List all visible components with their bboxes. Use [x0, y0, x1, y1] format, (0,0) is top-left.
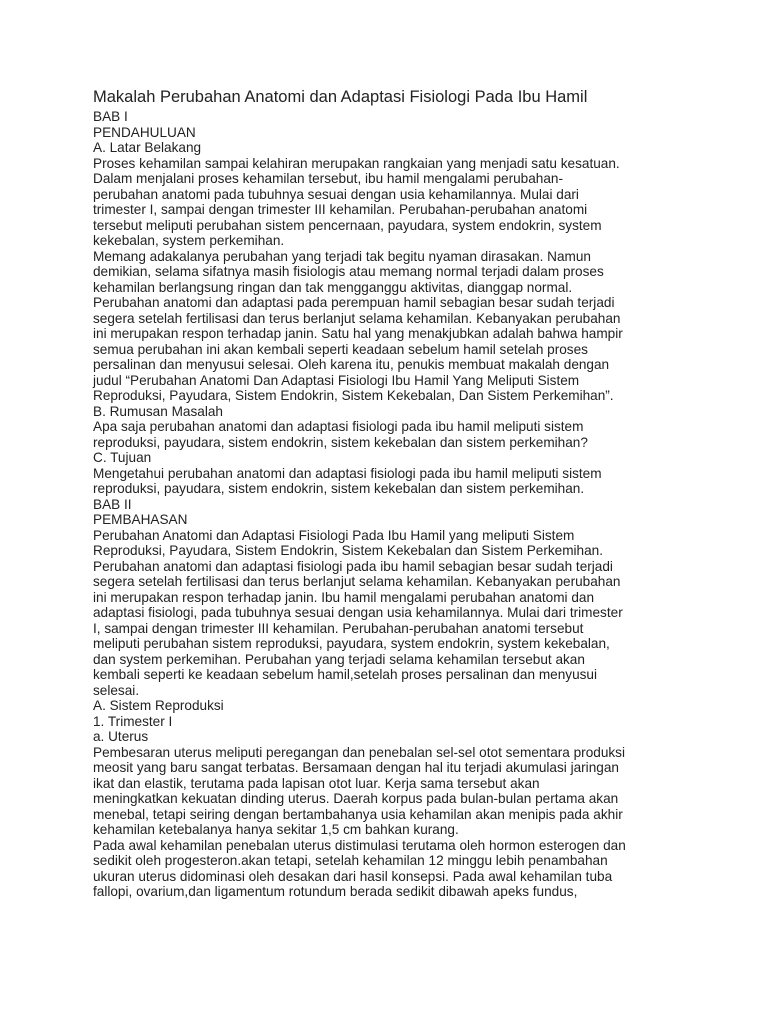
document-page	[93, 85, 718, 900]
document-title: Makalah Perubahan Anatomi dan Adaptasi Fisiologi Pada Ibu Hamil	[93, 88, 588, 106]
text-line: adaptasi fisiologi, pada tubuhnya sesuai dengan usia kehamilannya. Mulai dari trimester	[93, 605, 623, 620]
text-line: ini merupakan respon terhadap janin. Satu hal yang menakjubkan adalah bahwa hampir	[93, 326, 623, 341]
text-line: judul “Perubahan Anatomi Dan Adaptasi Fisiologi Ibu Hamil Yang Meliputi Sistem	[93, 372, 580, 388]
text-line: ikat dan elastik, terutama pada lapisan otot luar. Kerja sama tersebut akan	[93, 775, 540, 791]
text-line: demikian, selama sifatnya masih fisiologis atau memang normal terjadi dalam proses	[93, 264, 604, 279]
text-line: I, sampai dengan trimester III kehamilan. Perubahan-perubahan anatomi tersebut	[93, 620, 584, 636]
text-line: Reproduksi, Payudara, Sistem Endokrin, Sistem Kekebalan dan Sistem Perkemihan.	[93, 543, 604, 558]
text-line: Reproduksi, Payudara, Sistem Endokrin, Sistem Kekebalan, Dan Sistem Perkemihan”.	[93, 388, 614, 403]
text-line: tersebut meliputi perubahan sistem pencernaan, payudara, system endokrin, system	[93, 217, 602, 233]
text-line: B. Rumusan Masalah	[93, 403, 223, 419]
text-line: meosit yang baru sangat terbatas. Bersamaan dengan hal itu terjadi akumulasi jaringan	[93, 760, 619, 775]
text-line: ukuran uterus didominasi oleh desakan dari hasil konsepsi. Pada awal kehamilan tuba	[93, 868, 613, 884]
text-line: Memang adakalanya perubahan yang terjadi tak begitu nyaman dirasakan. Namun	[93, 248, 591, 264]
text-line: Pembesaran uterus meliputi peregangan dan penebalan sel-sel otot sementara produksi	[93, 744, 626, 760]
text-line: dan system perkemihan. Perubahan yang terjadi selama kehamilan tersebut akan	[93, 651, 585, 667]
text-line: segera setelah fertilisasi dan terus berlanjut selama kehamilan. Kebanyakan perubahan	[93, 574, 621, 589]
text-line: kehamilan berlangsung ringan dan tak mengganggu aktivitas, dianggap normal.	[93, 279, 573, 295]
text-line: PENDAHULUAN	[93, 124, 196, 140]
text-line: Perubahan anatomi dan adaptasi fisiologi pada ibu hamil sebagian besar sudah terjadi	[93, 558, 613, 574]
text-line: A. Sistem Reproduksi	[93, 698, 224, 713]
text-line: BAB I	[93, 109, 128, 124]
text-line: PEMBAHASAN	[93, 512, 188, 527]
document-body	[93, 109, 718, 900]
text-line: BAB II	[93, 496, 132, 512]
text-line: Apa saja perubahan anatomi dan adaptasi fisiologi pada ibu hamil meliputi sistem	[93, 419, 584, 434]
text-line: kekebalan, system perkemihan.	[93, 233, 285, 248]
text-line: Perubahan anatomi dan adaptasi pada perempuan hamil sebagian besar sudah terjadi	[93, 295, 615, 310]
text-line: kembali seperti ke keadaan sebelum hamil,setelah proses persalinan dan menyusui	[93, 667, 598, 682]
text-line: perubahan anatomi pada tubuhnya sesuai dengan usia kehamilannya. Mulai dari	[93, 186, 579, 202]
text-line: fallopi, ovarium,dan ligamentum rotundum berada sedikit dibawah apeks fundus,	[93, 884, 578, 899]
text-line: reproduksi, payudara, sistem endokrin, sistem kekebalan dan sistem perkemihan?	[93, 434, 588, 450]
text-line: Pada awal kehamilan penebalan uterus distimulasi terutama oleh hormon esterogen dan	[93, 837, 626, 853]
text-line: segera setelah fertilisasi dan terus berlanjut selama kehamilan. Kebanyakan perubahan	[93, 310, 621, 326]
text-line: menebal, tetapi seiring dengan bertambahanya usia kehamilan akan menipis pada akhir	[93, 806, 623, 822]
text-line: Proses kehamilan sampai kelahiran merupakan rangkaian yang menjadi satu kesatuan.	[93, 155, 620, 171]
text-line: sedikit oleh progesteron.akan tetapi, setelah kehamilan 12 minggu lebih penambahan	[93, 853, 608, 868]
text-line: Perubahan Anatomi dan Adaptasi Fisiologi Pada Ibu Hamil yang meliputi Sistem	[93, 527, 575, 543]
text-line: meliputi perubahan sistem reproduksi, payudara, system endokrin, system kekebalan,	[93, 636, 610, 651]
text-line: C. Tujuan	[93, 450, 152, 465]
text-line: Mengetahui perubahan anatomi dan adaptasi fisiologi pada ibu hamil meliputi sistem	[93, 465, 602, 481]
text-line: a. Uterus	[93, 729, 149, 744]
text-line: meningkatkan kekuatan dinding uterus. Daerah korpus pada bulan-bulan pertama akan	[93, 791, 619, 806]
text-line: kehamilan ketebalanya hanya sekitar 1,5 cm bahkan kurang.	[93, 822, 459, 837]
text-line: semua perubahan ini akan kembali seperti keadaan sebelum hamil setelah proses	[93, 341, 588, 357]
text-line: selesai.	[93, 682, 140, 698]
text-line: reproduksi, payudara, sistem endokrin, sistem kekebalan dan sistem perkemihan.	[93, 481, 585, 496]
text-line: A. Latar Belakang	[93, 140, 202, 155]
text-line: 1. Trimester I	[93, 713, 173, 729]
text-line: ini merupakan respon terhadap janin. Ibu hamil mengalami perubahan anatomi dan	[93, 589, 595, 605]
text-line: Dalam menjalani proses kehamilan tersebut, ibu hamil mengalami perubahan-	[93, 171, 563, 186]
text-line: persalinan dan menyusui selesai. Oleh karena itu, penukis membuat makalah dengan	[93, 357, 610, 372]
text-line: trimester I, sampai dengan trimester III kehamilan. Perubahan-perubahan anatomi	[93, 202, 588, 217]
